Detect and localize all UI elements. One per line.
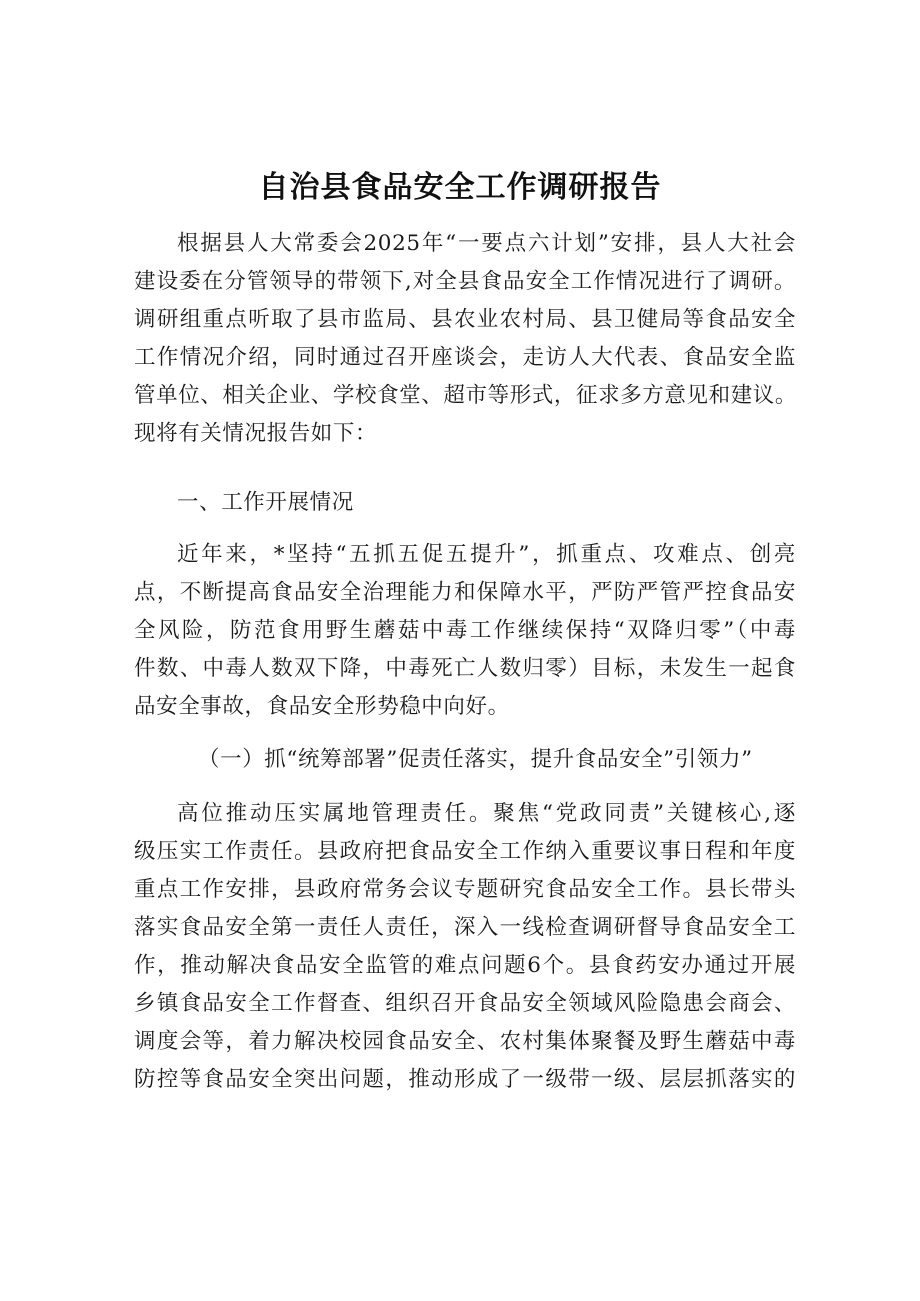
paragraph-line: 乡镇食品安全工作督查、组织召开食品安全领域风险隐患会商会、: [134, 991, 796, 1016]
paragraph-line: 高位推动压实属地管理责任。聚焦“党政同责”关键核心,逐: [177, 801, 796, 826]
paragraph-line: 调研组重点听取了县市监局、县农业农村局、县卫健局等食品安全: [134, 307, 796, 332]
subsection-heading-text: （一）抓“统筹部署”促责任落实，提升食品安全”引领力”: [198, 747, 753, 772]
paragraph-line: 品安全事故，食品安全形势稳中向好。: [134, 694, 510, 719]
paragraph-line: 件数、中毒人数双下降，中毒死亡人数归零）目标，未发生一起食: [134, 656, 796, 681]
subsection-heading: [134, 741, 796, 779]
paragraph-line: 管单位、相关企业、学校食堂、超市等形式，征求多方意见和建议。: [134, 383, 798, 408]
subsection-paragraph: [134, 795, 796, 1099]
paragraph-line: 建设委在分管领导的带领下,对全县食品安全工作情况进行了调研。: [134, 269, 796, 294]
document-title: 自治县食品安全工作调研报告: [258, 170, 662, 205]
paragraph-line: 重点工作安排，县政府常务会议专题研究食品安全工作。县长带头: [134, 877, 796, 902]
paragraph-line: 全风险，防范食用野生蘑菇中毒工作继续保持“双降归零”（中毒: [134, 618, 796, 643]
paragraph-line: 级压实工作责任。县政府把食品安全工作纳入重要议事日程和年度: [134, 839, 796, 864]
section-heading: [134, 484, 796, 522]
paragraph-line: 作，推动解决食品安全监管的难点问题6个。县食药安办通过开展: [134, 953, 796, 978]
paragraph-line: 落实食品安全第一责任人责任，深入一线检查调研督导食品安全工: [134, 915, 796, 940]
paragraph-line: 调度会等，着力解决校园食品安全、农村集体聚餐及野生蘑菇中毒: [134, 1029, 796, 1054]
paragraph-line: 点，不断提高食品安全治理能力和保障水平，严防严管严控食品安: [134, 580, 796, 605]
paragraph-line: 根据县人大常委会2025年“一要点六计划”安排，县人大社会: [177, 231, 796, 256]
paragraph-line: 现将有关情况报告如下：: [134, 421, 378, 446]
paragraph-line: 防控等食品安全突出问题，推动形成了一级带一级、层层抓落实的: [134, 1067, 796, 1092]
section-heading-text: 一、工作开展情况: [177, 490, 354, 515]
section-paragraph: [134, 536, 796, 726]
intro-paragraph: [134, 225, 796, 453]
paragraph-line: 工作情况介绍，同时通过召开座谈会，走访人大代表、食品安全监: [134, 345, 796, 370]
paragraph-line: 近年来，*坚持“五抓五促五提升”，抓重点、攻难点、创亮: [177, 542, 796, 567]
